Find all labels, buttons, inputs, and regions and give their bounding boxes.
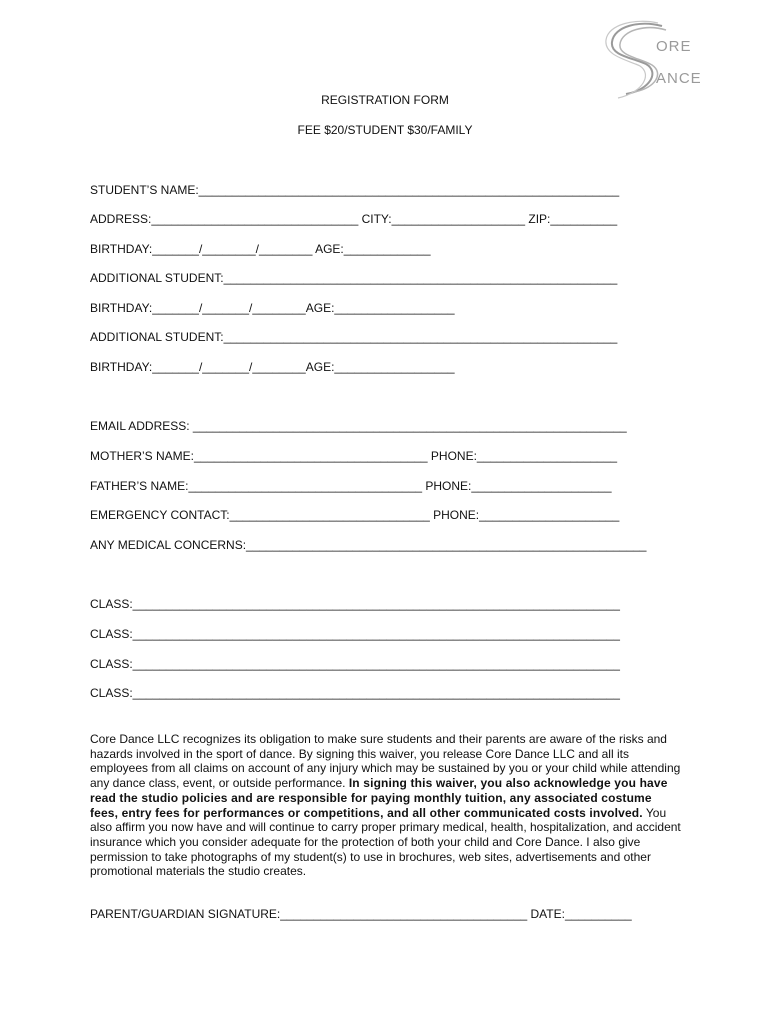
fee-line: FEE $20/STUDENT $30/FAMILY [297,123,473,137]
class-field-4[interactable]: CLASS:_________________________________________________________________________ [90,686,620,700]
additional-student-field-1[interactable]: ADDITIONAL STUDENT:___________________________________________________________ [90,271,618,285]
waiver-text-1: Core Dance LLC recognizes its obligation to make sure students and their parents are aware of the risks and hazards involved in the sport of dance. By signing this waiver, you release Core Dance LLC and all its employees from all claims on account of any injury which may be sustained by you or your child while attending any dance class, event, or outside performance. [90,732,681,791]
birthday-field-1[interactable]: BIRTHDAY:_______/________/________ AGE:_____________ [90,242,431,256]
waiver-paragraph [90,732,682,879]
waiver-text-2: You also affirm you now have and will continue to carry proper primary medical, health, hospitalization, and accident insurance which you consider adequate for the protection of both your child and Core Dance. I also give permission to take photographs of my student(s) to use in brochures, web sites, advertisements and other promotional materials the studio creates. [90,805,681,879]
class-field-2[interactable]: CLASS:_________________________________________________________________________ [90,627,620,641]
student-name-field[interactable]: STUDENT’S NAME:_______________________________________________________________ [90,183,620,197]
birthday-field-2[interactable]: BIRTHDAY:_______/_______/________AGE:__________________ [90,301,455,315]
medical-concerns-field[interactable]: ANY MEDICAL CONCERNS:____________________________________________________________ [90,538,647,552]
class-field-3[interactable]: CLASS:_________________________________________________________________________ [90,657,620,671]
logo-swirl-icon [600,18,720,100]
signature-field[interactable]: PARENT/GUARDIAN SIGNATURE:_____________________________________ DATE:__________ [90,907,632,921]
logo-word-core: ORE [656,38,692,55]
mother-name-field[interactable]: MOTHER’S NAME:___________________________________ PHONE:_____________________ [90,449,618,463]
email-field[interactable]: EMAIL ADDRESS: _________________________________________________________________ [90,419,627,433]
birthday-field-3[interactable]: BIRTHDAY:_______/_______/________AGE:__________________ [90,360,455,374]
additional-student-field-2[interactable]: ADDITIONAL STUDENT:___________________________________________________________ [90,330,618,344]
father-name-field[interactable]: FATHER’S NAME:___________________________________ PHONE:_____________________ [90,479,612,493]
logo-word-dance: ANCE [656,70,702,87]
class-field-1[interactable]: CLASS:_________________________________________________________________________ [90,597,620,611]
form-title: REGISTRATION FORM [321,93,449,107]
address-field[interactable]: ADDRESS:_______________________________ CITY:____________________ ZIP:__________ [90,212,618,226]
waiver-text-bold: In signing this waiver, you also acknowledge you have read the studio policies and are responsible for paying monthly tuition, any associated costume fees, entry fees for performances or competitions, and all other communicated costs involved. [90,776,668,820]
emergency-contact-field[interactable]: EMERGENCY CONTACT:______________________________ PHONE:_____________________ [90,508,620,522]
core-dance-logo [600,18,720,100]
